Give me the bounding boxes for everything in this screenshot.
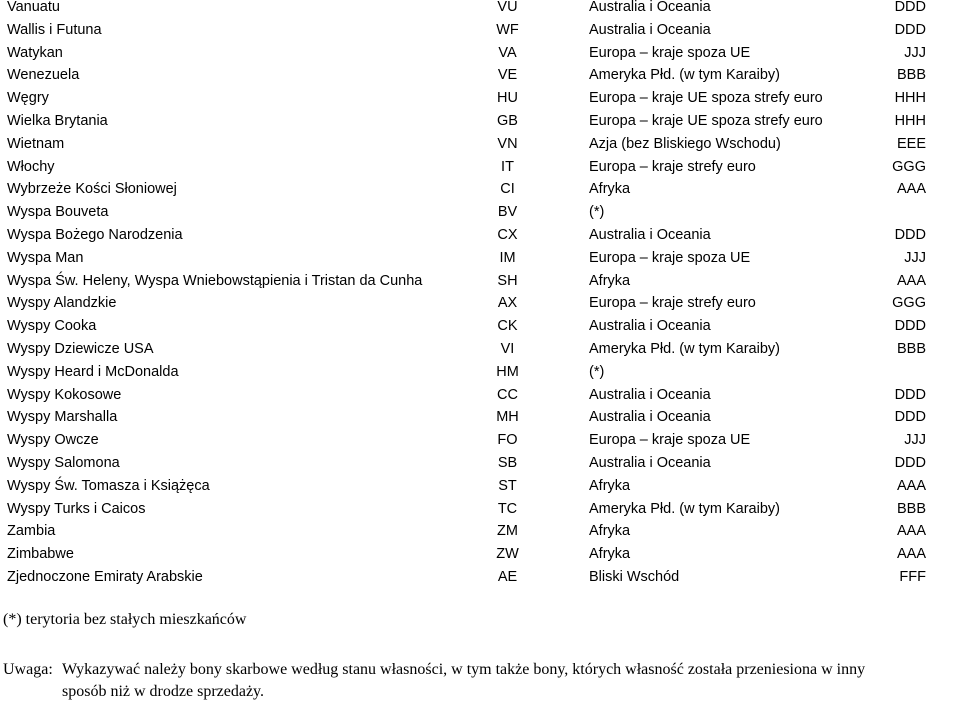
country-name: Wyspy Cooka	[7, 318, 97, 335]
country-region: Europa – kraje UE spoza strefy euro	[589, 112, 823, 129]
country-group: DDD	[894, 454, 926, 471]
country-name: Watykan	[7, 44, 63, 61]
country-region: Europa – kraje UE spoza strefy euro	[589, 90, 823, 107]
table-row	[0, 315, 960, 338]
country-region: (*)	[589, 204, 605, 221]
table-row	[0, 498, 960, 521]
country-name: Wietnam	[7, 135, 65, 152]
remark	[3, 659, 960, 703]
country-group: AAA	[896, 523, 926, 540]
country-region: Afryka	[589, 181, 631, 198]
country-group: BBB	[896, 340, 926, 357]
country-group: BBB	[896, 67, 926, 84]
table-row	[0, 201, 960, 224]
country-name: Wyspa Bożego Narodzenia	[7, 226, 183, 243]
country-group: HHH	[894, 90, 926, 107]
table-row	[0, 270, 960, 293]
country-region: Ameryka Płd. (w tym Karaiby)	[589, 67, 780, 84]
country-region: Australia i Oceania	[589, 409, 711, 426]
country-region: Australia i Oceania	[589, 226, 711, 243]
remark-line-2: sposób niż w drodze sprzedaży.	[62, 683, 265, 700]
table-row	[0, 42, 960, 65]
country-region: Ameryka Płd. (w tym Karaiby)	[589, 500, 780, 517]
table-row	[0, 247, 960, 270]
country-name: Wyspy Salomona	[7, 454, 120, 471]
remark-line-1	[3, 659, 960, 681]
table-row	[0, 292, 960, 315]
country-region: Australia i Oceania	[589, 0, 711, 15]
country-group: AAA	[896, 477, 926, 494]
country-code: GB	[497, 112, 518, 129]
country-region: (*)	[589, 363, 605, 380]
country-code: IT	[501, 158, 514, 175]
country-region: Afryka	[589, 477, 631, 494]
country-code: MH	[496, 409, 519, 426]
country-code: SH	[497, 272, 518, 289]
country-code: ZM	[497, 523, 518, 540]
country-name: Węgry	[7, 90, 49, 107]
table-row	[0, 338, 960, 361]
country-code: FO	[497, 432, 518, 449]
country-group: DDD	[894, 0, 926, 15]
country-code: VI	[500, 340, 515, 357]
country-region: Australia i Oceania	[589, 318, 711, 335]
country-region: Europa – kraje spoza UE	[589, 44, 751, 61]
country-code: CK	[497, 318, 518, 335]
country-code: CX	[497, 226, 518, 243]
country-group: JJJ	[904, 44, 926, 61]
country-code: VU	[497, 0, 518, 15]
table-row	[0, 110, 960, 133]
table-row	[0, 475, 960, 498]
country-code: TC	[497, 500, 518, 517]
table-row	[0, 429, 960, 452]
country-name: Wyspy Alandzkie	[7, 295, 117, 312]
country-region: Europa – kraje strefy euro	[589, 295, 756, 312]
country-name: Włochy	[7, 158, 55, 175]
country-region: Australia i Oceania	[589, 454, 711, 471]
country-region: Europa – kraje spoza UE	[589, 249, 751, 266]
country-code: CI	[500, 181, 515, 198]
country-group: AAA	[896, 272, 926, 289]
country-name: Wyspy Marshalla	[7, 409, 118, 426]
country-name: Wybrzeże Kości Słoniowej	[7, 181, 177, 198]
country-group: AAA	[896, 546, 926, 563]
country-region: Azja (bez Bliskiego Wschodu)	[589, 135, 781, 152]
table-row	[0, 133, 960, 156]
country-code: AX	[497, 295, 518, 312]
country-code: CC	[497, 386, 518, 403]
country-code: BV	[497, 204, 518, 221]
table-row	[0, 384, 960, 407]
country-region: Europa – kraje strefy euro	[589, 158, 756, 175]
country-group: AAA	[896, 181, 926, 198]
country-group: EEE	[896, 135, 926, 152]
table-row	[0, 543, 960, 566]
country-code: ST	[498, 477, 517, 494]
country-name: Wyspa Bouveta	[7, 204, 109, 221]
country-group: JJJ	[904, 432, 926, 449]
country-code: WF	[496, 21, 519, 38]
country-name: Wyspy Turks i Caicos	[7, 500, 146, 517]
country-group: GGG	[892, 158, 926, 175]
country-group: DDD	[894, 386, 926, 403]
country-code: HM	[496, 363, 519, 380]
table-row	[0, 361, 960, 384]
footnote: (*) terytoria bez stałych mieszkańców	[3, 611, 247, 628]
country-name: Zimbabwe	[7, 546, 74, 563]
country-code: VA	[498, 44, 517, 61]
table-row	[0, 520, 960, 543]
country-code: HU	[497, 90, 518, 107]
country-name: Wyspy Owcze	[7, 432, 99, 449]
country-code: SB	[497, 454, 518, 471]
country-name: Wyspa Man	[7, 249, 84, 266]
country-name: Wyspy Dziewicze USA	[7, 340, 154, 357]
country-group: DDD	[894, 318, 926, 335]
country-name: Wielka Brytania	[7, 112, 108, 129]
country-group: BBB	[896, 500, 926, 517]
country-group: JJJ	[904, 249, 926, 266]
remark-text-1: Wykazywać należy bony skarbowe według stanu własności, w tym także bony, których własność została przeniesiona w inny	[62, 661, 866, 678]
table-row	[0, 87, 960, 110]
country-region: Bliski Wschód	[589, 568, 680, 585]
country-name: Wyspy Heard i McDonalda	[7, 363, 179, 380]
table-row	[0, 566, 960, 589]
country-group: FFF	[899, 568, 926, 585]
country-name: Zjednoczone Emiraty Arabskie	[7, 568, 203, 585]
remark-label: Uwaga:	[3, 661, 53, 678]
table-row	[0, 19, 960, 42]
country-name: Zambia	[7, 523, 56, 540]
country-region: Afryka	[589, 272, 631, 289]
country-region: Europa – kraje spoza UE	[589, 432, 751, 449]
country-group: DDD	[894, 409, 926, 426]
table-row	[0, 452, 960, 475]
country-region: Australia i Oceania	[589, 386, 711, 403]
country-code: VE	[497, 67, 518, 84]
country-region: Australia i Oceania	[589, 21, 711, 38]
country-name: Wyspy Kokosowe	[7, 386, 122, 403]
country-code: AE	[497, 568, 518, 585]
country-name: Wyspy Św. Tomasza i Książęca	[7, 477, 210, 494]
table-row	[0, 224, 960, 247]
country-name: Vanuatu	[7, 0, 60, 15]
country-code: VN	[497, 135, 518, 152]
country-name: Wenezuela	[7, 67, 80, 84]
country-group: DDD	[894, 21, 926, 38]
table-row	[0, 0, 960, 19]
country-group: HHH	[894, 112, 926, 129]
country-name: Wallis i Futuna	[7, 21, 102, 38]
country-group: DDD	[894, 226, 926, 243]
country-region: Afryka	[589, 523, 631, 540]
country-name: Wyspa Św. Heleny, Wyspa Wniebowstąpienia i Tristan da Cunha	[7, 272, 423, 289]
country-code: ZW	[496, 546, 519, 563]
country-group: GGG	[892, 295, 926, 312]
table-row	[0, 406, 960, 429]
table-row	[0, 178, 960, 201]
country-region: Ameryka Płd. (w tym Karaiby)	[589, 340, 780, 357]
table-row	[0, 156, 960, 179]
table-row	[0, 64, 960, 87]
country-region: Afryka	[589, 546, 631, 563]
country-code: IM	[499, 249, 516, 266]
